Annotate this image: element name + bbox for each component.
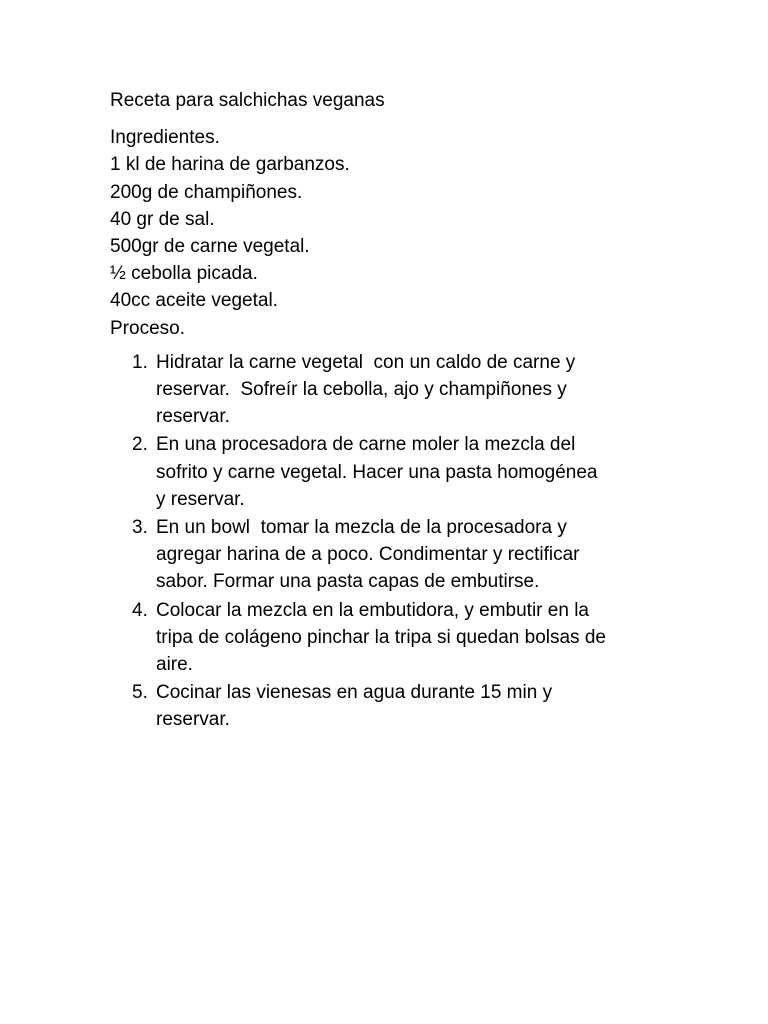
process-heading: Proceso. [110,317,185,339]
process-step [110,679,688,733]
step-text-line: sabor. Formar una pasta capas de embutirse. [156,571,540,593]
process-step [110,597,688,679]
ingredient-item: 200g de champiñones. [110,181,303,203]
step-text-line: reservar. Sofreír la cebolla, ajo y champiñones y [156,379,567,401]
step-text-line: sofrito y carne vegetal. Hacer una pasta homogénea [156,461,598,483]
step-number: 2. [132,434,148,456]
process-step [110,431,688,513]
step-text-line: Cocinar las vienesas en agua durante 15 min y [156,682,553,704]
ingredient-item: 1 kl de harina de garbanzos. [110,154,350,176]
ingredients-section [110,124,688,342]
ingredient-item: 40cc aceite vegetal. [110,290,278,312]
ingredient-item: 40 gr de sal. [110,208,215,230]
step-text-line: reservar. [156,709,230,731]
step-text-line: En una procesadora de carne moler la mezcla del [156,434,576,456]
recipe-title: Receta para salchichas veganas [110,90,385,111]
ingredients-heading: Ingredientes. [110,127,220,149]
step-text-line: y reservar. [156,488,245,510]
step-number: 5. [132,682,148,704]
step-number: 4. [132,599,148,621]
step-text-line: Colocar la mezcla en la embutidora, y embutir en la [156,599,589,621]
step-number: 1. [132,351,148,373]
step-text-line: Hidratar la carne vegetal con un caldo de carne y [156,351,576,373]
step-number: 3. [132,517,148,539]
process-steps-list [110,349,688,734]
step-text-line: tripa de colágeno pinchar la tripa si quedan bolsas de [156,626,606,648]
step-text-line: agregar harina de a poco. Condimentar y rectificar [156,544,580,566]
step-text-line: reservar. [156,406,230,428]
ingredient-item: 500gr de carne vegetal. [110,236,310,258]
step-text-line: aire. [156,654,193,676]
ingredient-item: ½ cebolla picada. [110,263,258,285]
process-step [110,349,688,431]
step-text-line: En un bowl tomar la mezcla de la procesadora y [156,517,567,539]
process-step [110,514,688,596]
